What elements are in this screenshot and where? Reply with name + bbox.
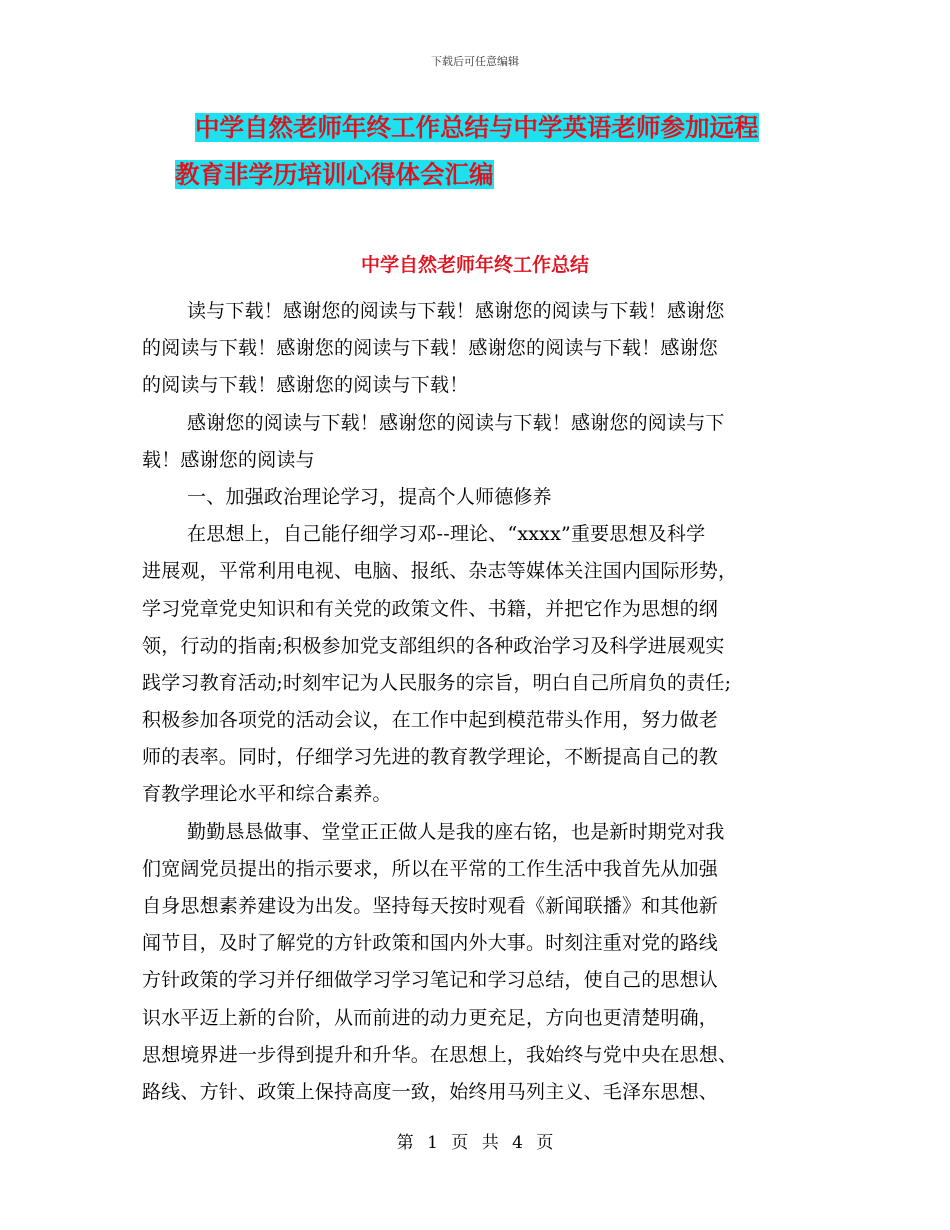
body-line: 们宽阔党员提出的指示要求，所以在平常的工作生活中我首先从加强: [142, 857, 719, 880]
title-line-1: [195, 110, 759, 145]
body-line: 育教学理论水平和综合素养。: [142, 783, 392, 806]
body-line: 进展观，平常利用电视、电脑、报纸、杂志等媒体关注国内国际形势，: [142, 560, 738, 583]
body-line: 领，行动的指南;积极参加党支部组织的各种政治学习及科学进展观实: [142, 634, 725, 657]
body-line: 践学习教育活动;时刻牢记为人民服务的宗旨，明白自己所肩负的责任;: [142, 671, 732, 694]
body-line: 识水平迈上新的台阶，从而前进的动力更充足，方向也更清楚明确，: [142, 1006, 719, 1029]
footer-page-number: 1: [427, 1133, 438, 1153]
body-line: 的阅读与下载！感谢您的阅读与下载！: [142, 374, 469, 397]
footer-suffix: 页: [536, 1133, 554, 1153]
body-line: 路线、方针、政策上保持高度一致，始终用马列主义、毛泽东思想、: [142, 1080, 719, 1103]
section-heading: 中学自然老师年终工作总结: [360, 254, 589, 276]
body-line: 自身思想素养建设为出发。坚持每天按时观看《新闻联播》和其他新: [142, 895, 719, 917]
body-line: 思想境界进一步得到提升和升华。在思想上，我始终与党中央在思想、: [142, 1043, 738, 1066]
footer-prefix: 第: [396, 1133, 414, 1153]
body-line: 的阅读与下载！感谢您的阅读与下载！感谢您的阅读与下载！感谢您: [142, 337, 719, 360]
title-line-1-text: 中学自然老师年终工作总结与中学英语老师参加远程: [195, 113, 759, 142]
body-line: 学习党章党史知识和有关党的政策文件、书籍，并把它作为思想的纲: [142, 597, 719, 620]
body-text: [142, 293, 802, 1111]
footer-total-pages: 4: [512, 1133, 523, 1153]
footer-total-label: 共: [481, 1133, 499, 1153]
page-footer: [0, 1128, 950, 1153]
title-line-2-text: 教育非学历培训心得体会汇编: [175, 160, 494, 189]
body-line: 积极参加各项党的活动会议，在工作中起到模范带头作用，努力做老: [142, 709, 719, 732]
footer-page-label: 页: [451, 1133, 469, 1153]
body-line: 闻节目，及时了解党的方针政策和国内外大事。时刻注重对党的路线: [142, 932, 719, 955]
body-line: 方针政策的学习并仔细做学习学习笔记和学习总结，使自己的思想认: [142, 969, 719, 992]
body-line: 感谢您的阅读与下载！感谢您的阅读与下载！感谢您的阅读与下: [187, 411, 725, 434]
body-line: 一、加强政治理论学习，提高个人师德修养: [187, 485, 552, 508]
body-line: 载！感谢您的阅读与: [142, 448, 315, 471]
header-note: 下载后可任意编辑: [431, 55, 519, 68]
body-line: 勤勤恳恳做事、堂堂正正做人是我的座右铭，也是新时期党对我: [187, 820, 725, 843]
body-line: 在思想上，自己能仔细学习邓--理论、“xxxx”重要思想及科学: [187, 523, 706, 546]
body-line: 师的表率。同时，仔细学习先进的教育教学理论，不断提高自己的教: [142, 746, 719, 769]
title-line-2: [175, 157, 494, 192]
body-line: 读与下载！感谢您的阅读与下载！感谢您的阅读与下载！感谢您: [187, 300, 725, 322]
